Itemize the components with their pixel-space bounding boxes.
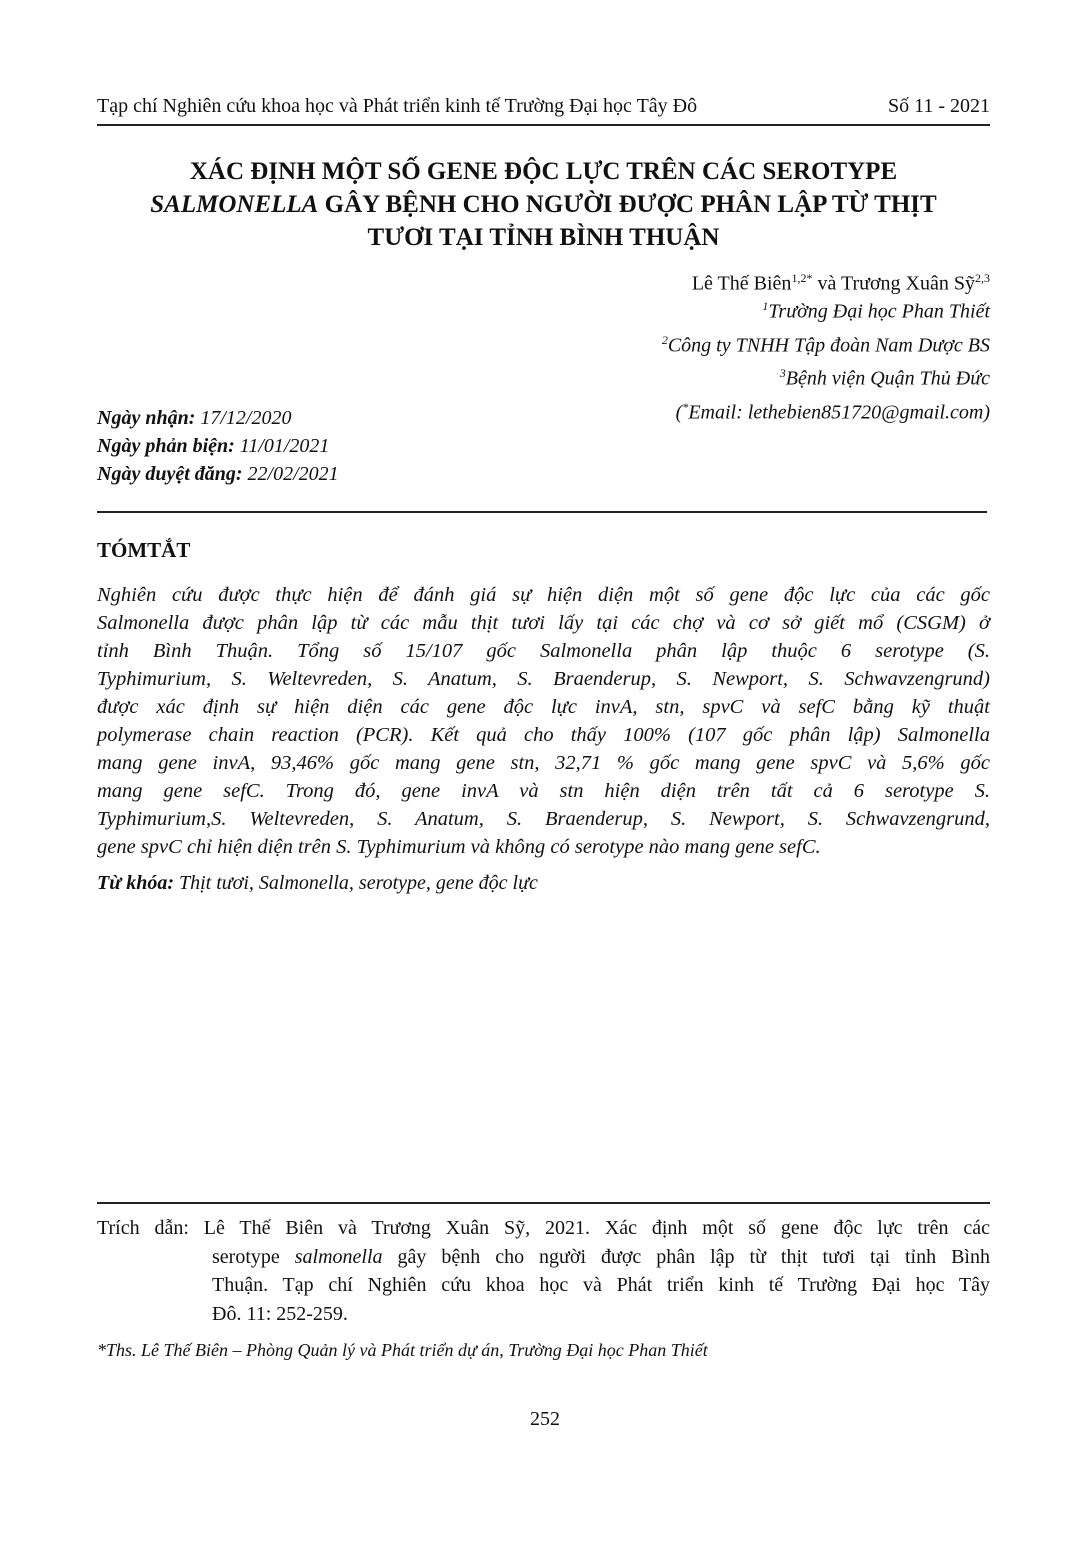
email-text[interactable]: Email: lethebien851720@gmail.com)	[688, 401, 990, 424]
title-line: TƯƠI TẠI TỈNH BÌNH THUẬN	[367, 224, 720, 251]
date-reviewed	[97, 432, 339, 460]
dates	[97, 404, 339, 488]
affiliation-text: Bệnh viện Quận Thủ Đức	[785, 367, 990, 390]
citation-line: Trích dẫn: Lê Thế Biên và Trương Xuân Sỹ, 2021. Xác định một số gene độc lực trên các	[97, 1217, 990, 1239]
date-label: Ngày phản biện:	[97, 435, 235, 457]
author-footnote: *Ths. Lê Thế Biên – Phòng Quản lý và Phát triển dự án, Trường Đại học Phan Thiết	[97, 1340, 708, 1360]
abstract-line: Typhimurium,S. Weltevreden, S. Anatum, S. Braenderup, S. Newport, S. Schwavzengrund,	[97, 808, 990, 830]
affiliation-text: Công ty TNHH Tập đoàn Nam Dược BS	[667, 334, 990, 357]
abstract-line: Typhimurium, S. Weltevreden, S. Anatum, S. Braenderup, S. Newport, S. Schwavzengrund)	[97, 668, 990, 690]
title-italic: SALMONELLA	[150, 191, 319, 218]
author-sup: 2,3	[975, 271, 990, 285]
citation-text: gây bệnh cho người được phân lập từ thịt tươi tại tỉnh Bình	[382, 1245, 990, 1268]
citation	[97, 1214, 990, 1328]
title-text: GÂY BỆNH CHO NGƯỜI ĐƯỢC PHÂN LẬP TỪ THỊT	[318, 191, 937, 218]
affiliation-sup: 3	[779, 366, 786, 381]
abstract-line: được xác định sự hiện diện các gene độc lực invA, stn, spvC và sefC bằng kỹ thuật	[97, 696, 990, 718]
date-accepted	[97, 460, 339, 488]
header-rule	[97, 124, 990, 126]
date-value: 11/01/2021	[234, 435, 330, 457]
abstract-line: Nghiên cứu được thực hiện để đánh giá sự hiện diện một số gene độc lực của các gốc	[97, 584, 990, 606]
date-received	[97, 404, 339, 432]
title-line: XÁC ĐỊNH MỘT SỐ GENE ĐỘC LỰC TRÊN CÁC SEROTYPE	[189, 158, 898, 185]
running-header	[97, 95, 990, 118]
abstract-line: gene spvC chỉ hiện diện trên S. Typhimurium và không có serotype nào mang gene sefC.	[97, 836, 821, 858]
affiliation	[662, 292, 990, 326]
date-label: Ngày nhận:	[97, 407, 196, 429]
abstract-line: mang gene sefC. Trong đó, gene invA và stn hiện diện trên tất cả 6 serotype S.	[97, 780, 990, 802]
citation-line: Đô. 11: 252-259.	[212, 1302, 348, 1325]
abstract-line: tỉnh Bình Thuận. Tổng số 15/107 gốc Salmonella phân lập thuộc 6 serotype (S.	[97, 640, 990, 662]
author-name: Lê Thế Biên	[691, 272, 792, 295]
affiliation	[662, 326, 990, 360]
keywords-value: Thịt tươi, Salmonella, serotype, gene độc lực	[173, 872, 538, 894]
email	[662, 393, 990, 427]
date-label: Ngày duyệt đăng:	[97, 463, 243, 485]
abstract-line: Salmonella được phân lập từ các mẫu thịt tươi lấy tại các chợ và cơ sở giết mổ (CSGM) ở	[97, 612, 990, 634]
keywords	[97, 872, 538, 895]
abstract-heading: TÓMTẮT	[97, 538, 191, 562]
keywords-label: Từ khóa:	[97, 872, 174, 894]
paren: (	[675, 401, 683, 424]
section-rule	[97, 511, 987, 513]
author-conj: và	[812, 272, 841, 295]
author-name: Trương Xuân Sỹ	[840, 272, 975, 295]
author-sup: 1,2*	[791, 271, 813, 285]
date-value: 17/12/2020	[195, 407, 292, 429]
email-sup: *	[682, 399, 689, 414]
affiliations	[662, 292, 990, 427]
date-value: 22/02/2021	[242, 463, 339, 485]
issue-number: Số 11 - 2021	[887, 95, 990, 117]
title-line	[97, 188, 990, 221]
citation-line	[97, 1243, 990, 1272]
journal-name: Tạp chí Nghiên cứu khoa học và Phát triển kinh tế Trường Đại học Tây Đô	[97, 95, 698, 117]
page-number: 252	[530, 1408, 560, 1430]
affiliation	[662, 359, 990, 393]
citation-italic: salmonella	[294, 1245, 383, 1268]
citation-text: serotype	[212, 1245, 295, 1268]
abstract-line: mang gene invA, 93,46% gốc mang gene stn, 32,71 % gốc mang gene spvC và 5,6% gốc	[97, 752, 990, 774]
affiliation-sup: 2	[661, 332, 668, 347]
citation-line: Thuận. Tạp chí Nghiên cứu khoa học và Phát triển kinh tế Trường Đại học Tây	[212, 1274, 990, 1296]
affiliation-text: Trường Đại học Phan Thiết	[768, 300, 990, 323]
footer-rule	[97, 1202, 990, 1204]
abstract-line: polymerase chain reaction (PCR). Kết quả cho thấy 100% (107 gốc phân lập) Salmonella	[97, 724, 990, 746]
affiliation-sup: 1	[762, 299, 769, 313]
abstract-body	[97, 581, 990, 861]
paper-title	[97, 155, 990, 254]
